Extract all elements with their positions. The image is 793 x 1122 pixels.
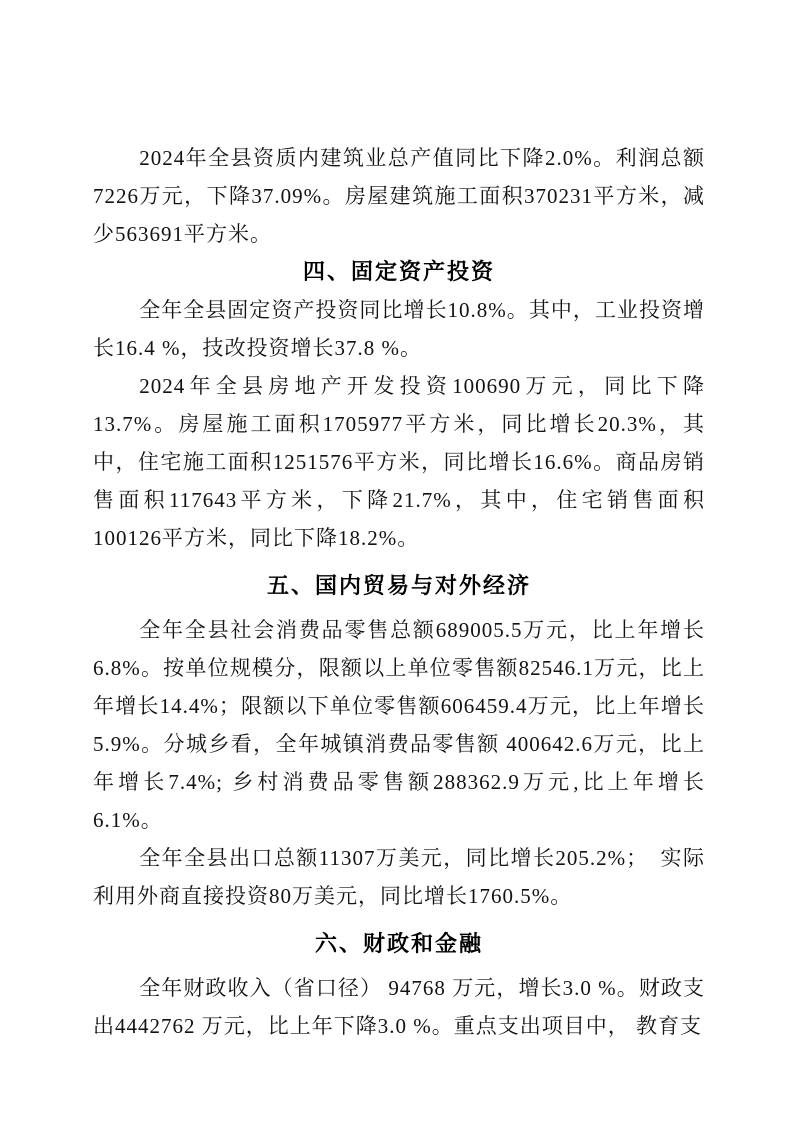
heading-section-5-domestic-trade-foreign-economy: 五、国内贸易与对外经济 xyxy=(266,573,531,598)
heading-section-6-finance-and-banking: 六、财政和金融 xyxy=(314,931,483,956)
paragraph-retail-sales: 全年全县社会消费品零售总额689005.5万元，比上年增长6.8%。按单位规模分，限额以上单位零售额82546.1万元，比上年增长14.4%；限额以下单位零售额606459.4万元，比上年增长5.9%。分城乡看，全年城镇消费品零售额 400642.6万元，比上年增长7.4%; 乡村消费品零售额288362.9万元,比上年增长6.1%。 xyxy=(93,618,705,832)
paragraph-real-estate-development: 2024年全县房地产开发投资100690万元，同比下降13.7%。房屋施工面积1705977平方米，同比增长20.3%，其中，住宅施工面积1251576平方米，同比增长16.6%。商品房销售面积117643平方米，下降21.7%，其中，住宅销售面积100126平方米，同比下降18.2%。 xyxy=(93,374,705,550)
paragraph-exports-foreign-investment: 全年全县出口总额11307万美元，同比增长205.2%； 实际利用外商直接投资80万美元，同比增长1760.5%。 xyxy=(93,846,705,908)
paragraph-fiscal-revenue-expenditure: 全年财政收入（省口径） 94768 万元，增长3.0 %。财政支出4442762 万元，比上年下降3.0 %。重点支出项目中， 教育支 xyxy=(93,976,705,1038)
heading-section-4-fixed-asset-investment: 四、固定资产投资 xyxy=(302,259,495,284)
paragraph-fixed-asset-investment: 全年全县固定资产投资同比增长10.8%。其中，工业投资增长16.4 %，技改投资增长37.8 %。 xyxy=(93,298,705,360)
paragraph-construction-industry: 2024年全县资质内建筑业总产值同比下降2.0%。利润总额7226万元，下降37.09%。房屋建筑施工面积370231平方米，减少563691平方米。 xyxy=(93,146,705,246)
